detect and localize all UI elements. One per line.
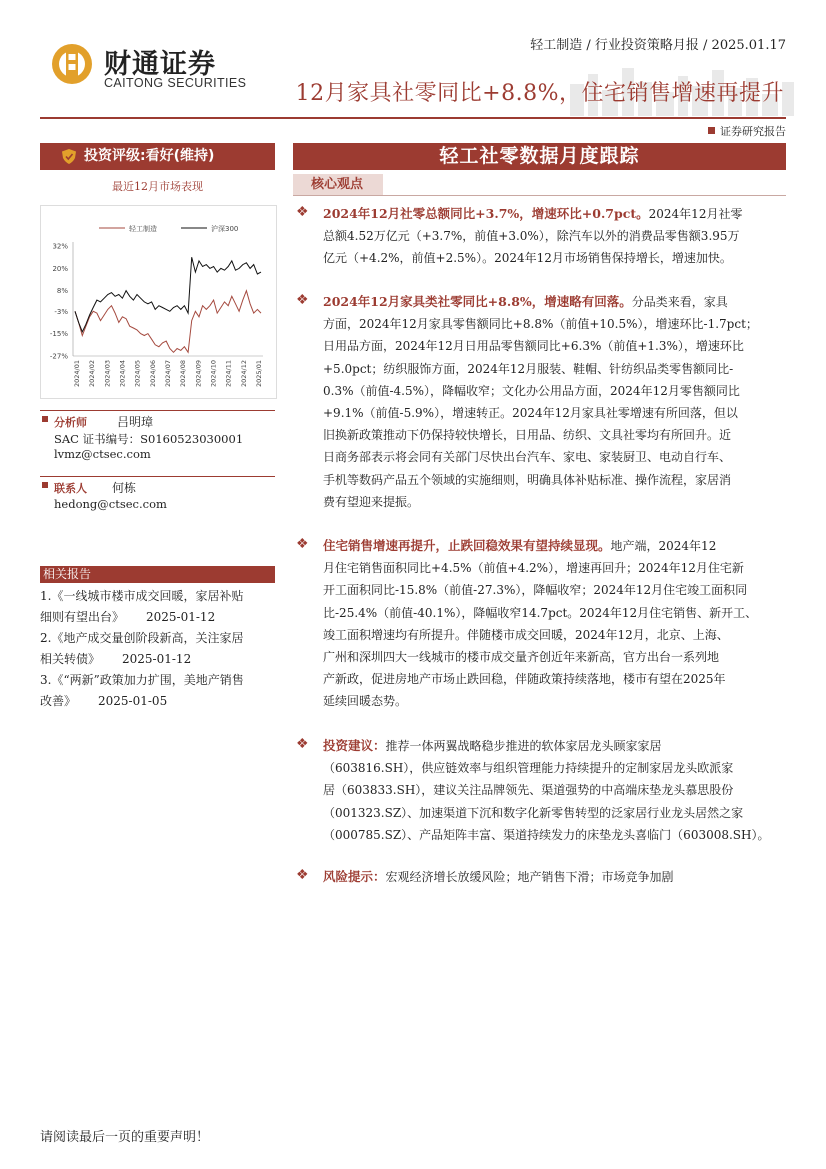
paragraph-text: +9.1%（前值-5.9%），增速转正。2024年12月家具社零增速有所回落，但以 xyxy=(323,406,738,421)
square-bullet-icon xyxy=(42,482,48,488)
paragraph-text: 0.3%（前值-4.5%），降幅收窄；文化办公用品方面，2024年12月零售额同比 xyxy=(323,383,740,398)
paragraph-line xyxy=(323,646,786,668)
core-view-paragraph xyxy=(323,203,786,270)
paragraph-line xyxy=(323,225,786,247)
shield-icon xyxy=(62,149,76,164)
related-report-line2: 相关转债》 2025-01-12 xyxy=(40,652,192,666)
core-view-paragraph xyxy=(323,866,786,888)
diamond-bullet-icon: ❖ xyxy=(296,536,309,552)
market-performance-chart xyxy=(40,205,277,399)
paragraph-text: 日商务部表示将会同有关部门尽快出台汽车、家电、家装厨卫、电动自行车、 xyxy=(323,450,732,465)
paragraph-line xyxy=(323,668,786,690)
legend-label: 沪深300 xyxy=(211,225,239,233)
paragraph-line xyxy=(323,313,786,335)
paragraph-line xyxy=(323,602,786,624)
series-line xyxy=(75,257,261,332)
x-tick-label: 2024/08 xyxy=(179,360,188,388)
paragraph-line xyxy=(323,779,786,801)
contact-name: 何栋 xyxy=(112,481,137,495)
related-report-item[interactable] xyxy=(40,628,280,670)
diamond-bullet-icon: ❖ xyxy=(296,204,309,220)
paragraph-text: 产新政，促进房地产市场止跌回稳，伴随政策持续落地，楼市有望在2025年 xyxy=(323,672,726,687)
paragraph-line xyxy=(323,380,786,402)
related-report-line2: 细则有望出台》 2025-01-12 xyxy=(40,610,216,624)
square-bullet-icon xyxy=(708,127,715,134)
logo-text-cn: 财通证券 xyxy=(104,49,216,80)
related-report-date: 2025-01-12 xyxy=(146,610,216,624)
paragraph-text: （603816.SH），供应链效率与组织管理能力持续提升的定制家居龙头欧派家 xyxy=(323,761,734,776)
disclaimer: 请阅读最后一页的重要声明！ xyxy=(40,1130,210,1145)
report-meta: 轻工制造 / 行业投资策略月报 / 2025.01.17 xyxy=(530,38,786,53)
paragraph-line xyxy=(323,624,786,646)
core-view-paragraph xyxy=(323,735,786,846)
related-report-date: 2025-01-12 xyxy=(122,652,192,666)
paragraph-line xyxy=(323,802,786,824)
paragraph-line xyxy=(323,557,786,579)
square-bullet-icon xyxy=(42,416,48,422)
paragraph-line xyxy=(323,866,786,888)
paragraph-heading: 住宅销售增速再提升，止跌回稳效果有望持续显现。 xyxy=(323,538,611,553)
x-tick-label: 2024/09 xyxy=(194,360,203,388)
paragraph-line xyxy=(323,690,786,712)
paragraph-line xyxy=(323,735,786,757)
header-divider xyxy=(40,117,786,119)
y-tick-label: 32% xyxy=(52,242,68,251)
paragraph-heading: 投资建议： xyxy=(323,738,386,753)
x-tick-label: 2024/11 xyxy=(224,360,233,388)
paragraph-text: 广州和深圳四大一线城市的楼市成交量齐创近年来新高，官方出台一系列地 xyxy=(323,650,720,665)
rating-text: 投资评级:看好(维持) xyxy=(84,148,215,164)
paragraph-text: 2024年12月社零 xyxy=(648,207,743,221)
related-reports-header: 相关报告 xyxy=(40,566,275,583)
paragraph-line xyxy=(323,247,786,269)
paragraph-text: +5.0pct；纺织服饰方面，2024年12月服装、鞋帽、针纺织品类零售额同比- xyxy=(323,361,734,376)
paragraph-heading: 2024年12月社零总额同比+3.7%，增速环比+0.7pct。 xyxy=(323,206,649,221)
paragraph-line xyxy=(323,335,786,357)
core-view-paragraph xyxy=(323,535,786,713)
x-tick-label: 2024/07 xyxy=(164,360,172,388)
report-type-text: 证券研究报告 xyxy=(720,125,786,138)
paragraph-text: 延续回暖态势。 xyxy=(323,694,408,709)
related-report-line1: 2.《地产成交量创阶段新高，关注家居 xyxy=(40,631,244,645)
x-tick-label: 2024/03 xyxy=(103,360,112,388)
paragraph-line xyxy=(323,203,786,225)
related-report-item[interactable] xyxy=(40,586,280,628)
paragraph-line xyxy=(323,824,786,846)
paragraph-line xyxy=(323,402,786,424)
paragraph-heading: 风险提示： xyxy=(323,869,386,884)
y-tick-label: -3% xyxy=(54,307,68,316)
x-tick-label: 2024/02 xyxy=(88,360,97,388)
paragraph-line xyxy=(323,491,786,513)
paragraph-text: 总额4.52万亿元（+3.7%，前值+3.0%），除汽车以外的消费品零售额3.95万 xyxy=(323,229,740,244)
company-logo-icon xyxy=(50,42,94,86)
x-tick-label: 2024/05 xyxy=(133,360,142,388)
performance-caption: 最近12月市场表现 xyxy=(112,180,203,193)
paragraph-line xyxy=(323,579,786,601)
x-tick-label: 2024/12 xyxy=(239,360,248,388)
paragraph-text: （000785.SZ）、产品矩阵丰富、渠道持续发力的床垫龙头喜临门（603008.SH）。 xyxy=(323,827,770,842)
report-type-label xyxy=(708,123,786,139)
related-report-item[interactable] xyxy=(40,670,280,712)
report-title: 12月家具社零同比+8.8%，住宅销售增速再提升 xyxy=(295,81,784,106)
y-tick-label: 20% xyxy=(52,264,68,273)
x-tick-label: 2024/01 xyxy=(73,360,81,388)
logo-text-en: CAITONG SECURITIES xyxy=(104,76,247,90)
paragraph-text: 分品类来看，家具 xyxy=(631,295,728,309)
paragraph-line xyxy=(323,535,786,557)
paragraph-text: 日用品方面，2024年12月日用品零售额同比+6.3%（前值+1.3%），增速环比 xyxy=(323,339,744,354)
core-view-paragraph xyxy=(323,291,786,513)
paragraph-heading: 2024年12月家具类社零同比+8.8%，增速略有回落。 xyxy=(323,294,632,309)
paragraph-text: 竣工面积增速均有所提升。伴随楼市成交回暖，2024年12月，北京、上海、 xyxy=(323,627,729,642)
core-views-tab: 核心观点 xyxy=(293,174,383,195)
related-report-line1: 3.《“两新”政策加力扩围，美地产销售 xyxy=(40,673,244,687)
paragraph-text: 方面，2024年12月家具零售额同比+8.8%（前值+10.5%），增速环比-1.7pct； xyxy=(323,317,758,332)
paragraph-line xyxy=(323,358,786,380)
analyst-name: 吕明璋 xyxy=(117,415,154,429)
chart-svg xyxy=(41,206,276,398)
paragraph-text: 地产端，2024年12 xyxy=(610,539,717,553)
section-title: 轻工社零数据月度跟踪 xyxy=(293,143,786,170)
diamond-bullet-icon: ❖ xyxy=(296,867,309,883)
paragraph-text: 旧换新政策推动下仍保持较快增长，日用品、纺织、文具社零均有所回升。近 xyxy=(323,428,732,443)
contact-email[interactable]: hedong@ctsec.com xyxy=(54,497,167,511)
analyst-divider xyxy=(40,410,275,411)
diamond-bullet-icon: ❖ xyxy=(296,292,309,308)
contact-divider xyxy=(40,476,275,477)
diamond-bullet-icon: ❖ xyxy=(296,736,309,752)
paragraph-line xyxy=(323,446,786,468)
x-tick-label: 2024/04 xyxy=(118,360,127,388)
paragraph-text: 开工面积同比-15.8%（前值-27.3%），降幅收窄；2024年12月住宅竣工面积同 xyxy=(323,583,748,598)
x-tick-label: 2024/06 xyxy=(148,360,157,388)
related-report-line1: 1.《一线城市楼市成交回暖，家居补贴 xyxy=(40,589,244,603)
y-tick-label: -27% xyxy=(49,352,68,361)
core-views-divider xyxy=(293,195,786,196)
paragraph-line xyxy=(323,757,786,779)
paragraph-text: 推荐一体两翼战略稳步推进的软体家居龙头顾家家居 xyxy=(385,739,662,753)
paragraph-text: 费有望迎来提振。 xyxy=(323,494,420,509)
contact-label: 联系人 xyxy=(54,482,87,495)
paragraph-text: 月住宅销售面积同比+4.5%（前值+4.2%），增速再回升；2024年12月住宅新 xyxy=(323,561,744,576)
analyst-email[interactable]: lvmz@ctsec.com xyxy=(54,447,151,461)
legend-label: 轻工制造 xyxy=(129,225,157,233)
rating-banner xyxy=(40,143,275,170)
paragraph-text: （001323.SZ）、加速渠道下沉和数字化新零售转型的泛家居行业龙头居然之家 xyxy=(323,805,744,820)
paragraph-line xyxy=(323,424,786,446)
paragraph-text: 亿元（+4.2%，前值+2.5%）。2024年12月市场销售保持增长，增速加快。 xyxy=(323,251,732,266)
paragraph-text: 居（603833.SH），建议关注品牌领先、渠道强势的中高端床垫龙头慕思股份 xyxy=(323,783,734,798)
related-report-line2: 改善》 2025-01-05 xyxy=(40,694,168,708)
paragraph-text: 比-25.4%（前值-40.1%），降幅收窄14.7pct。2024年12月住宅销售、新开工、 xyxy=(323,605,758,620)
related-report-date: 2025-01-05 xyxy=(98,694,168,708)
analyst-label: 分析师 xyxy=(54,416,87,429)
paragraph-text: 手机等数码产品五个领域的实施细则，明确具体补贴标准、操作流程，家居消 xyxy=(323,472,732,487)
paragraph-line xyxy=(323,469,786,491)
analyst-sac-number: SAC 证书编号：S0160523030001 xyxy=(54,432,244,446)
x-tick-label: 2025/01 xyxy=(255,360,263,388)
paragraph-line xyxy=(323,291,786,313)
y-tick-label: -15% xyxy=(49,330,68,339)
x-tick-label: 2024/10 xyxy=(209,360,218,388)
paragraph-text: 宏观经济增长放缓风险；地产销售下滑；市场竞争加剧 xyxy=(385,870,674,884)
y-tick-label: 8% xyxy=(56,287,68,296)
